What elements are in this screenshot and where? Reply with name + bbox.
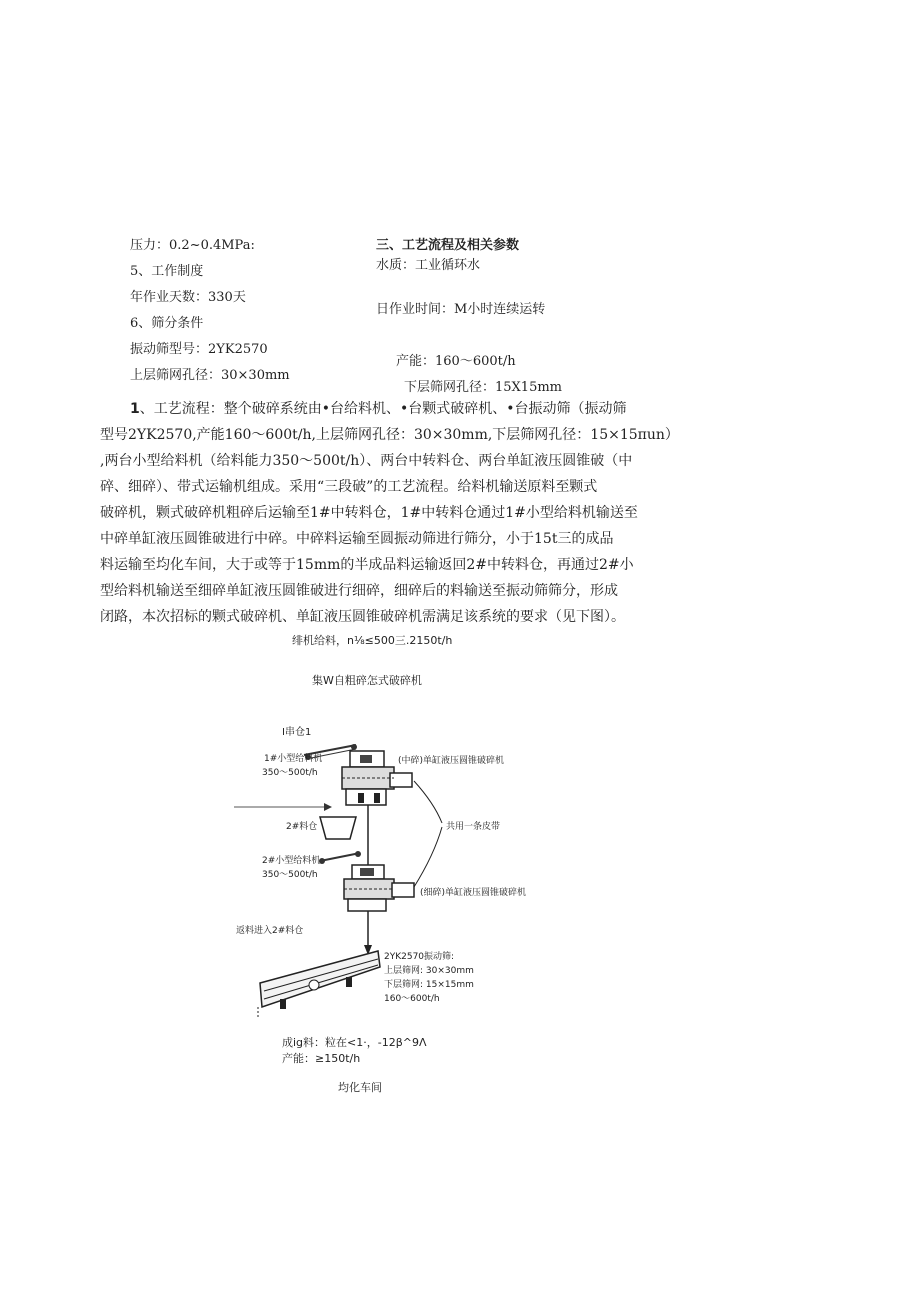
pressure-text: 压力：0.2~0.4MPa: — [130, 238, 255, 253]
paragraph-line: 闭路，本次招标的颗式破碎机、单缸液压圆锥破碎机需满足该系统的要求（见下图）。 — [100, 609, 625, 625]
bin-2-icon — [320, 817, 356, 839]
diagram-top-label-2: 集W自粗碎怎式破碎机 — [312, 674, 422, 687]
process-flow-diagram — [228, 715, 528, 1035]
water-quality-text: 水质：工业循环水 — [376, 258, 481, 273]
screen-capacity: 160～600t/h — [384, 994, 440, 1004]
section-3-heading: 三、工艺流程及相关参数 — [376, 238, 520, 253]
paragraph-line: 中碎单缸液压圆锥破进行中碎。中碎料运输至圆振动筛进行筛分，小于15t三的成品 — [100, 531, 614, 547]
screen-upper-mesh: 上层筛网: 30×30mm — [384, 966, 474, 976]
shared-belt-label: 共用一条皮带 — [446, 822, 501, 832]
section-6-heading: 6、筛分条件 — [130, 316, 204, 331]
feeder-1-label: 1#小型给料机 — [264, 754, 323, 764]
belt-callout-line — [414, 827, 442, 887]
bin-1-label: I串仓1 — [282, 727, 312, 738]
paragraph-number: 1 — [130, 401, 140, 417]
fine-crusher-graphic — [344, 865, 414, 911]
paragraph-line: 破碎机，颗式破碎机粗碎后运输至1#中转料仓，1#中转料仓通过1#小型给料机输送至 — [100, 505, 638, 521]
return-label: 返料进入2#料仓 — [236, 926, 304, 936]
paragraph-line: 碎、细碎）、带式运输机组成。采用“三段破”的工艺流程。给料机输送原料至颗式 — [100, 479, 598, 495]
feeder-1-capacity: 350～500t/h — [262, 768, 318, 778]
fine-crusher-label: (细碎)单缸液压圆锥破碎机 — [420, 888, 527, 898]
paragraph-line: ,两台小型给料机（给料能力350～500t∕h）、两台中转料仓、两台单缸液压圆锥破（中 — [100, 453, 633, 469]
paragraph-line: 型号2YK2570,产能160～600t∕h,上层筛网孔径：30×30mm,下层筛网孔径：15×15πun） — [100, 427, 679, 443]
inbound-arrow-icon — [324, 803, 332, 811]
capacity-text: 产能：160～600t∕h — [396, 354, 516, 369]
process-paragraph — [100, 396, 730, 630]
paragraph-line: 料运输至均化车间，大于或等于15mm的半成品料运输返回2#中转料仓，再通过2#小 — [100, 557, 634, 573]
diagram-top-label-1: 绯机给料，n⅛≤500三.2150t∕h — [292, 634, 453, 647]
paragraph-line: 型给料机输送至细碎单缸液压圆锥破进行细碎，细碎后的料输送至振动筛筛分，形成 — [100, 583, 618, 599]
paragraph-line: 、工艺流程：整个破碎系统由•台给料机、•台颗式破碎机、•台振动筛（振动筛 — [139, 401, 627, 417]
feeder-2-graphic — [319, 851, 361, 864]
annual-days-text: 年作业天数：330天 — [130, 290, 246, 305]
vibrating-screen-graphic — [258, 951, 380, 1019]
belt-callout-line — [414, 781, 442, 823]
daily-time-text: 日作业时间：M小时连续运转 — [376, 302, 546, 317]
lower-mesh-text: 下层筛网孔径：15X15mm — [404, 380, 562, 395]
screen-model-text: 振动筛型号：2YK2570 — [130, 342, 268, 357]
feeder-2-capacity: 350～500t/h — [262, 870, 318, 880]
mid-crusher-label: (中碎)单缸液压圆锥破碎机 — [398, 756, 505, 766]
screen-title: 2YK2570振动筛: — [384, 952, 455, 962]
bin-2-label: 2#料仓 — [286, 822, 318, 832]
feeder-2-label: 2#小型给料机 — [262, 856, 321, 866]
section-5-heading: 5、工作制度 — [130, 264, 204, 279]
homogenizing-workshop-label: 均化车间 — [338, 1081, 382, 1094]
screen-lower-mesh: 下层筛网: 15×15mm — [384, 980, 474, 990]
product-size-label: 成ig料：粒在<1·，-12β^9Λ — [282, 1036, 427, 1049]
product-capacity-label: 产能：≥150t∕h — [282, 1052, 361, 1065]
upper-mesh-text: 上层筛网孔径：30×30mm — [130, 368, 290, 383]
